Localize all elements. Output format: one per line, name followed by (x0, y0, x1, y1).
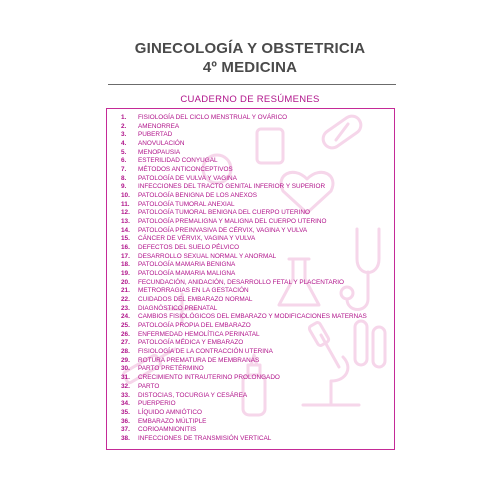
toc-item (121, 175, 367, 184)
toc-item-title: PUBERTAD (138, 131, 173, 139)
toc-item-number: 26. (121, 330, 130, 338)
toc-item-number: 21. (121, 287, 130, 295)
toc-item-title: FISIOLOGÍA DEL CICLO MENSTRUAL Y OVÁRICO (138, 114, 288, 121)
toc-item-title: INFECCIONES DEL TRACTO GENITAL INFERIOR Y SUPERIOR (138, 183, 326, 191)
toc-item-number: 13. (121, 218, 130, 226)
toc-item (121, 123, 367, 132)
toc-item-number: 15. (121, 235, 130, 243)
toc-item-number: 19. (121, 270, 130, 278)
toc-item-title: PATOLOGÍA TUMORAL BENIGNA DEL CUERPO UTERINO (138, 209, 310, 217)
toc-item (121, 383, 367, 392)
toc-item-number: 8. (121, 174, 127, 182)
toc-item-title: FISIOLOGÍA DE LA CONTRACCIÓN UTERINA (138, 348, 273, 356)
toc-item-title: CÁNCER DE VÉRVIX, VAGINA Y VULVA (138, 235, 256, 243)
toc-item-title: INFECCIONES DE TRANSMISIÓN VERTICAL (138, 434, 272, 442)
toc-item-number: 18. (121, 261, 130, 269)
toc-item-number: 28. (121, 348, 130, 356)
toc-item-title: METRORRAGIAS EN LA GESTACIÓN (138, 287, 249, 295)
toc-item (121, 322, 367, 331)
toc-item (121, 392, 367, 401)
toc-item-title: PUERPERIO (138, 400, 176, 408)
toc-item (121, 157, 367, 166)
toc-item-number: 32. (121, 382, 130, 390)
toc-item-number: 25. (121, 322, 130, 330)
toc-item-title: CAMBIOS FISIOLÓGICOS DEL EMBARAZO Y MODIFICACIONES MATERNAS (138, 313, 367, 321)
toc-item-number: 10. (121, 192, 130, 200)
toc-item (121, 435, 367, 444)
toc-item-number: 31. (121, 374, 130, 382)
toc-item (121, 131, 367, 140)
toc-item-number: 5. (121, 148, 127, 156)
document-title: GINECOLOGÍA Y OBSTETRICIA (134, 40, 366, 57)
toc-item-title: PATOLOGÍA PREINVASIVA DE CÉRVIX, VAGINA Y VULVA (138, 226, 308, 234)
toc-item-title: PATOLOGÍA PROPIA DEL EMBARAZO (138, 322, 251, 330)
toc-item (121, 183, 367, 192)
title-divider (108, 84, 396, 85)
toc-item-number: 22. (121, 296, 130, 304)
toc-item-title: ESTERILIDAD CONYUGAL (138, 157, 218, 165)
toc-item-title: ROTURA PREMATURA DE MEMBRANAS (138, 356, 260, 364)
toc-item (121, 244, 367, 253)
toc-item-title: ANOVULACIÓN (138, 140, 185, 148)
toc-item-number: 37. (121, 426, 130, 434)
toc-item-title: PATOLOGÍA MÉDICA Y EMBARAZO (138, 339, 244, 347)
toc-item-number: 12. (121, 209, 130, 217)
toc-item (121, 287, 367, 296)
toc-item-title: CRECIMIENTO INTRAUTERINO PROLONGADO (138, 374, 280, 382)
toc-item-title: CUIDADOS DEL EMBARAZO NORMAL (138, 296, 253, 304)
toc-item-number: 38. (121, 434, 130, 442)
toc-item (121, 140, 367, 149)
toc-item-number: 24. (121, 313, 130, 321)
toc-item-number: 4. (121, 140, 127, 148)
toc-item-number: 27. (121, 339, 130, 347)
toc-item (121, 296, 367, 305)
toc-item-number: 23. (121, 304, 130, 312)
toc-item (121, 235, 367, 244)
toc-item-title: PATOLOGÍA TUMORAL ANEXIAL (138, 200, 235, 208)
toc-item-title: ENFERMEDAD HEMOLÍTICA PERINATAL (138, 330, 260, 338)
toc-item-title: PATOLOGÍA PREMALIGNA Y MALIGNA DEL CUERPO UTERINO (138, 218, 327, 226)
toc-item-title: AMENORREA (138, 122, 180, 130)
toc-item-title: DISTOCIAS, TOCURGIA Y CESÁREA (138, 391, 248, 399)
toc-item (121, 218, 367, 227)
toc-item-title: PATOLOGÍA MAMARIA BENIGNA (138, 261, 236, 269)
toc-item (121, 114, 367, 123)
toc-item-title: MÉTODOS ANTICONCEPTIVOS (138, 166, 233, 174)
toc-item (121, 426, 367, 435)
toc-item (121, 313, 367, 322)
toc-item-number: 1. (121, 114, 127, 121)
toc-item (121, 400, 367, 409)
table-of-contents (121, 114, 367, 444)
toc-item (121, 339, 367, 348)
toc-item-title: CORIOAMNIONITIS (138, 426, 197, 434)
toc-item (121, 418, 367, 427)
toc-item-title: PATOLOGÍA DE VULVA Y VAGINA (138, 174, 237, 182)
toc-item-title: DESARROLLO SEXUAL NORMAL Y ANORMAL (138, 252, 277, 260)
toc-item-title: LÍQUIDO AMNIÓTICO (138, 408, 202, 416)
toc-item (121, 270, 367, 279)
toc-item-number: 6. (121, 157, 127, 165)
toc-item (121, 209, 367, 218)
toc-item-number: 14. (121, 226, 130, 234)
toc-item (121, 365, 367, 374)
toc-item-number: 33. (121, 391, 130, 399)
toc-item-number: 17. (121, 252, 130, 260)
toc-item-title: EMBARAZO MÚLTIPLE (138, 417, 207, 425)
toc-item-number: 30. (121, 365, 130, 373)
toc-item-title: DEFECTOS DEL SUELO PÉLVICO (138, 244, 240, 252)
toc-item-number: 3. (121, 131, 127, 139)
contents-box (106, 108, 395, 450)
toc-item-title: PATOLOGÍA BENIGNA DE LOS ANEXOS (138, 192, 257, 200)
toc-item-number: 29. (121, 356, 130, 364)
toc-item-title: PARTO (138, 382, 160, 390)
toc-item-title: FECUNDACIÓN, ANIDACIÓN, DESARROLLO FETAL Y PLACENTARIO (138, 278, 344, 286)
toc-item-title: MENOPAUSIA (138, 148, 181, 156)
toc-item-number: 7. (121, 166, 127, 174)
toc-item-number: 34. (121, 400, 130, 408)
toc-item-title: DIAGNÓSTICO PRENATAL (138, 304, 218, 312)
toc-item-number: 2. (121, 122, 127, 130)
toc-item (121, 348, 367, 357)
section-subtitle: CUADERNO DE RESÚMENES (180, 94, 320, 105)
toc-item-number: 16. (121, 244, 130, 252)
toc-item-number: 11. (121, 200, 130, 208)
toc-item (121, 409, 367, 418)
toc-item-title: PARTO PRETÉRMINO (138, 365, 204, 373)
toc-item (121, 149, 367, 158)
toc-item (121, 374, 367, 383)
toc-item-number: 9. (121, 183, 127, 191)
toc-item-title: PATOLOGÍA MAMARIA MALIGNA (138, 270, 236, 278)
toc-item (121, 166, 367, 175)
document-course: 4º MEDICINA (202, 59, 298, 76)
toc-item-number: 20. (121, 278, 130, 286)
toc-item (121, 261, 367, 270)
toc-item (121, 192, 367, 201)
toc-item-number: 36. (121, 417, 130, 425)
toc-item-number: 35. (121, 408, 130, 416)
